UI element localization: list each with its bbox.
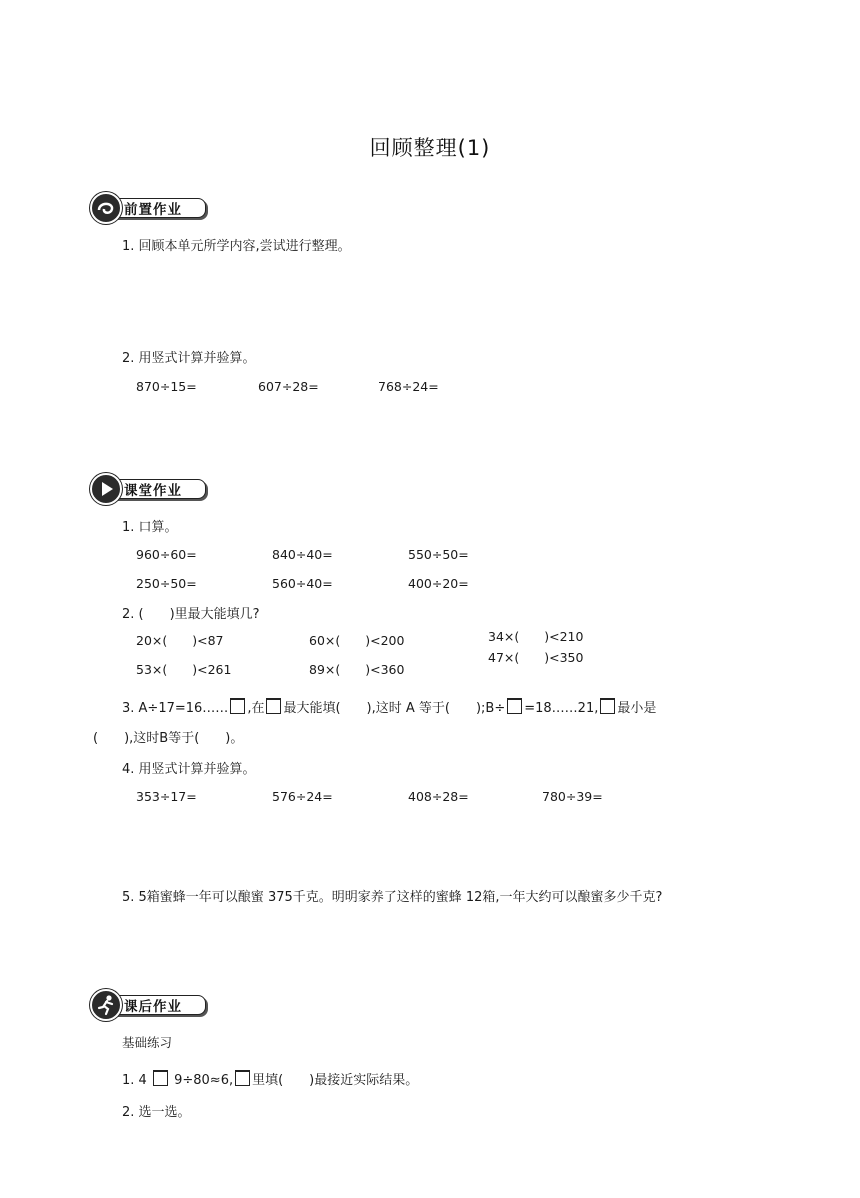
expression: 560÷40=	[272, 576, 333, 591]
expression: 89×( )<360	[309, 662, 405, 677]
question-text: 1. 回顾本单元所学内容,尝试进行整理。	[122, 239, 351, 254]
blank-box-icon	[235, 1070, 250, 1086]
play-icon	[90, 473, 122, 505]
section-header-class	[90, 473, 208, 501]
blank-box-icon	[230, 698, 245, 714]
expression: 34×( )<210	[488, 629, 584, 644]
expression: 576÷24=	[272, 789, 333, 804]
question-text: 1. 口算。	[122, 520, 178, 535]
expression: 960÷60=	[136, 547, 197, 562]
question-text: 5. 5箱蜜蜂一年可以酿蜜 375千克。明明家养了这样的蜜蜂 12箱,一年大约可以酿蜜多少千克?	[122, 890, 663, 905]
question-text: ( ),这时B等于( )。	[93, 731, 244, 746]
question-text: 4. 用竖式计算并验算。	[122, 762, 256, 777]
blank-box-icon	[507, 698, 522, 714]
question-text: 2. 用竖式计算并验算。	[122, 351, 256, 366]
section-label: 课后作业	[124, 999, 182, 1015]
blank-box-icon	[153, 1070, 168, 1086]
expression: 607÷28=	[258, 379, 319, 394]
expression: 353÷17=	[136, 789, 197, 804]
subsection-title: 基础练习	[122, 1035, 173, 1050]
expression: 840÷40=	[272, 547, 333, 562]
expression: 780÷39=	[542, 789, 603, 804]
expression: 60×( )<200	[309, 633, 405, 648]
expression: 20×( )<87	[136, 633, 224, 648]
expression: 408÷28=	[408, 789, 469, 804]
blank-box-icon	[266, 698, 281, 714]
expression: 400÷20=	[408, 576, 469, 591]
swirl-icon	[90, 192, 122, 224]
expression: 53×( )<261	[136, 662, 232, 677]
question-text: 2. ( )里最大能填几?	[122, 607, 260, 622]
expression: 768÷24=	[378, 379, 439, 394]
question-text: 1. 4 9÷80≈6, 里填( )最接近实际结果。	[122, 1069, 418, 1088]
section-header-after	[90, 989, 208, 1017]
section-label: 前置作业	[124, 202, 182, 218]
question-text: 2. 选一选。	[122, 1105, 191, 1120]
blank-box-icon	[600, 698, 615, 714]
section-label: 课堂作业	[124, 483, 182, 499]
section-header-pre	[90, 192, 208, 220]
runner-icon	[90, 989, 122, 1021]
expression: 550÷50=	[408, 547, 469, 562]
question-text: 3. A÷17=16…… ,在 最大能填( ),这时 A 等于( );B÷ =18……21, 最小是	[122, 697, 656, 716]
expression: 47×( )<350	[488, 650, 584, 665]
expression: 870÷15=	[136, 379, 197, 394]
page-title: 回顾整理(1)	[369, 136, 491, 160]
expression: 250÷50=	[136, 576, 197, 591]
